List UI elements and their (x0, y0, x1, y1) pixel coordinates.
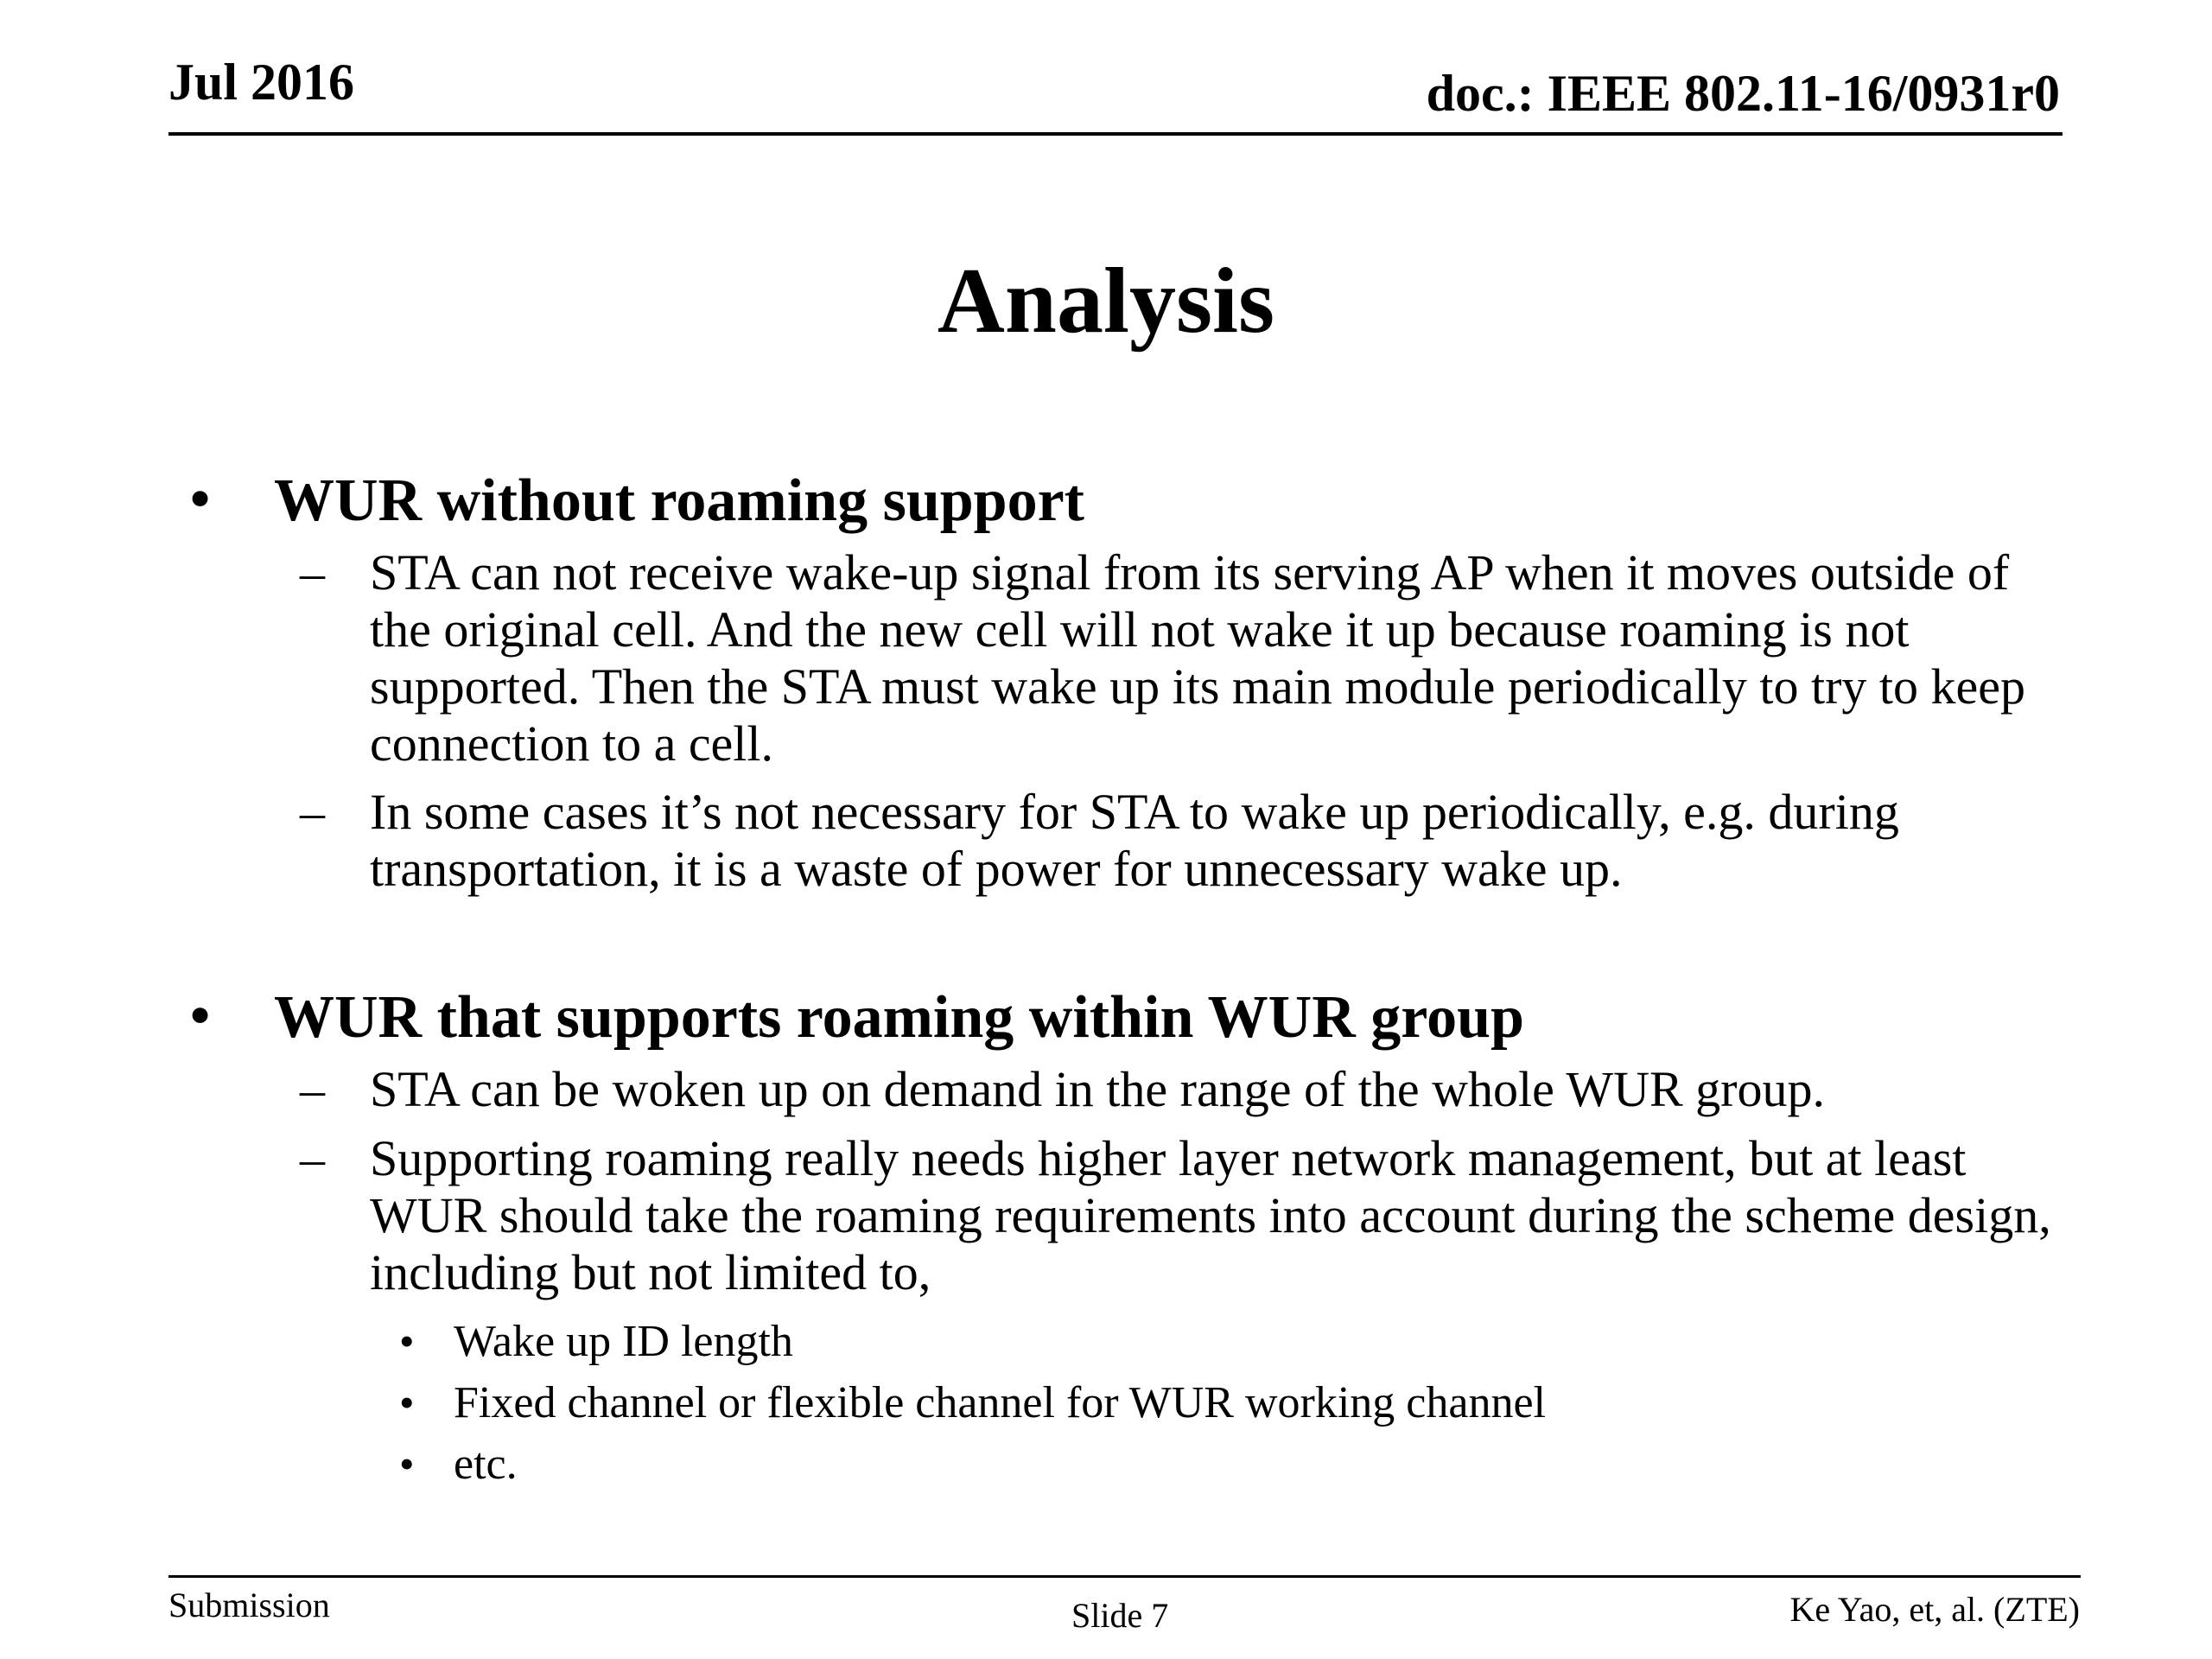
sub-bullet-text: STA can not receive wake-up signal from its serving AP when it moves outside of the original cell. And the new cell will not wake it up because roaming is not supported. Then the STA must wake up its main module periodically to try to keep connection to a cell. (370, 544, 2026, 772)
sub-bullet-marker: – (300, 544, 325, 601)
sub-sub-bullet-marker: • (399, 1440, 415, 1488)
footer-submission: Submission (168, 1586, 330, 1624)
footer-slide-number: Slide 7 (1071, 1596, 1169, 1635)
slide-title: Analysis (937, 250, 1275, 353)
sub-bullet-text: Supporting roaming really needs higher layer network management, but at least WUR should take the roaming requirements into account during the scheme design, including but not limited to, (370, 1130, 2051, 1300)
bullet-marker: • (190, 984, 211, 1047)
sub-bullet-text: In some cases it’s not necessary for STA to wake up periodically, e.g. during transportation, it is a waste of power for unnecessary wake up. (370, 784, 1899, 897)
header-date: Jul 2016 (168, 54, 355, 111)
sub-bullet-marker: – (300, 1130, 325, 1186)
sub-bullet-marker: – (300, 784, 325, 840)
sub-sub-bullet-marker: • (399, 1317, 415, 1365)
bullet-marker: • (190, 467, 211, 531)
header-doc-id: doc.: IEEE 802.11-16/0931r0 (1426, 65, 2060, 122)
sub-bullet-text: STA can be woken up on demand in the range of the whole WUR group. (370, 1061, 1825, 1117)
sub-sub-bullet-text: Fixed channel or flexible channel for WUR working channel (454, 1378, 1546, 1427)
footer-author: Ke Yao, et, al. (ZTE) (1789, 1590, 2080, 1629)
footer-divider (168, 1575, 2081, 1578)
sub-sub-bullet-text: etc. (454, 1440, 518, 1489)
bullet-text: WUR that supports roaming within WUR group (274, 984, 1524, 1051)
sub-bullet-marker: – (300, 1061, 325, 1117)
header-divider (168, 132, 2063, 136)
sub-sub-bullet-text: Wake up ID length (454, 1317, 793, 1366)
sub-sub-bullet-marker: • (399, 1378, 415, 1427)
bullet-text: WUR without roaming support (274, 467, 1084, 534)
